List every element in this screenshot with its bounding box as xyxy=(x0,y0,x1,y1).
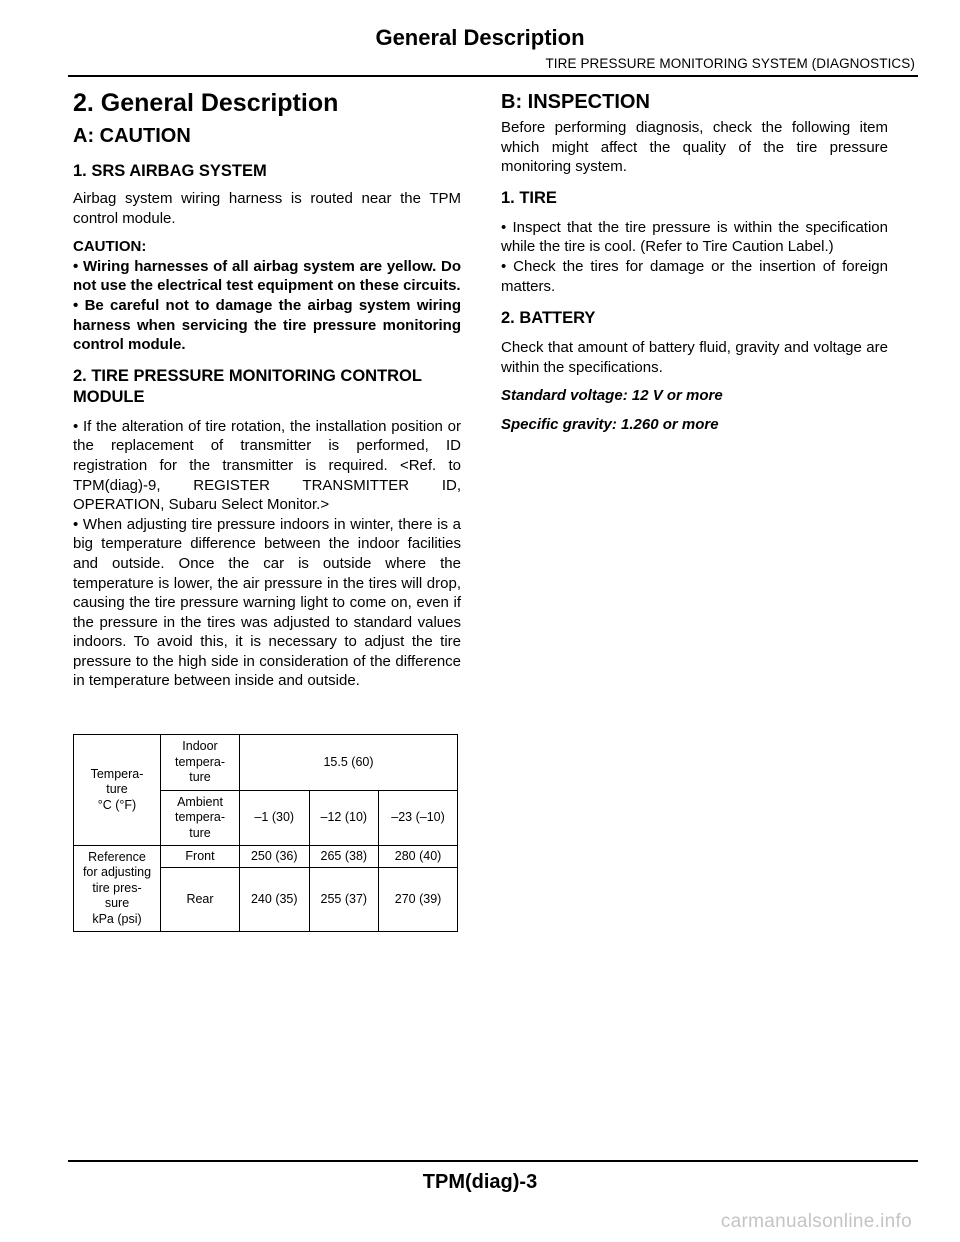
caution-label: CAUTION: xyxy=(73,238,147,256)
ambient-temp-value: –12 (10) xyxy=(309,791,379,846)
ambient-temp-value: –23 (–10) xyxy=(379,791,458,846)
ambient-temp-value: –1 (30) xyxy=(240,791,310,846)
right-column xyxy=(501,86,888,435)
page-header-subtitle: TIRE PRESSURE MONITORING SYSTEM (DIAGNOSTICS) xyxy=(545,56,915,71)
temperature-header: Tempera- ture °C (°F) xyxy=(74,735,161,846)
rear-pressure-value: 240 (35) xyxy=(240,868,310,932)
section-title: 2. General Description xyxy=(73,89,339,117)
rear-pressure-value: 270 (39) xyxy=(379,868,458,932)
tire-heading: 1. TIRE xyxy=(501,188,557,207)
tpm-module-heading: 2. TIRE PRESSURE MONITORING CONTROL MODULE xyxy=(73,366,422,406)
footer-divider xyxy=(68,1160,918,1162)
front-pressure-value: 280 (40) xyxy=(379,846,458,868)
caution-bullet-2: • Be careful not to damage the airbag system wiring harness when servicing the tire pressure monitoring control module. xyxy=(73,296,461,354)
page-header-title: General Description xyxy=(375,25,585,50)
inspection-intro: Before performing diagnosis, check the following item which might affect the quality of the tire pressure monitoring system. xyxy=(501,119,888,176)
tire-pressure-table xyxy=(73,734,458,932)
rear-label: Rear xyxy=(161,868,240,932)
specific-gravity-spec: Specific gravity: 1.260 or more xyxy=(501,415,719,433)
front-pressure-value: 265 (38) xyxy=(309,846,379,868)
header-divider xyxy=(68,75,918,77)
reference-pressure-header: Reference for adjusting tire pres- sure kPa (psi) xyxy=(74,846,161,932)
tpm-bullet-2: • When adjusting tire pressure indoors in winter, there is a big temperature difference between the indoor facilities and outside. Once the car is outside where the temperature is lower, the air pressure in the tires will drop, causing the tire pressure warning light to come on, even if the pressure in the tires was adjusted to standard values indoors. To avoid this, it is necessary to adjust the tire pressure to the high side in consideration of the difference in temperature between inside and outside. xyxy=(73,515,461,690)
tpm-bullet-1: • If the alteration of tire rotation, the installation position or the replacement of transmitter is performed, ID registration for the transmitter is required. <Ref. to TPM(diag)-9, REGISTER TRANSMITTER ID, OPERATION, Subaru Select Monitor.> xyxy=(73,417,461,514)
caution-bullet-1: • Wiring harnesses of all airbag system are yellow. Do not use the electrical test equipment on these circuits. xyxy=(73,257,461,295)
front-label: Front xyxy=(161,846,240,868)
battery-heading: 2. BATTERY xyxy=(501,309,596,328)
standard-voltage-spec: Standard voltage: 12 V or more xyxy=(501,387,723,405)
indoor-temp-value: 15.5 (60) xyxy=(240,735,458,791)
watermark: carmanualsonline.info xyxy=(720,1211,912,1232)
ambient-temp-label: Ambient tempera- ture xyxy=(161,791,240,846)
page-number: TPM(diag)-3 xyxy=(422,1171,538,1193)
rear-pressure-value: 255 (37) xyxy=(309,868,379,932)
srs-paragraph: Airbag system wiring harness is routed near the TPM control module. xyxy=(73,190,461,227)
caution-subsection-title: A: CAUTION xyxy=(73,125,191,147)
left-column xyxy=(73,86,461,691)
tire-bullet-1: • Inspect that the tire pressure is within the specification while the tire is cool. (Refer to Tire Caution Label.) xyxy=(501,218,888,256)
tire-bullet-2: • Check the tires for damage or the insertion of foreign matters. xyxy=(501,257,888,295)
inspection-subsection-title: B: INSPECTION xyxy=(501,91,650,113)
battery-paragraph: Check that amount of battery fluid, gravity and voltage are within the specifications. xyxy=(501,339,888,376)
indoor-temp-label: Indoor tempera- ture xyxy=(161,735,240,791)
srs-heading: 1. SRS AIRBAG SYSTEM xyxy=(73,162,267,180)
front-pressure-value: 250 (36) xyxy=(240,846,310,868)
